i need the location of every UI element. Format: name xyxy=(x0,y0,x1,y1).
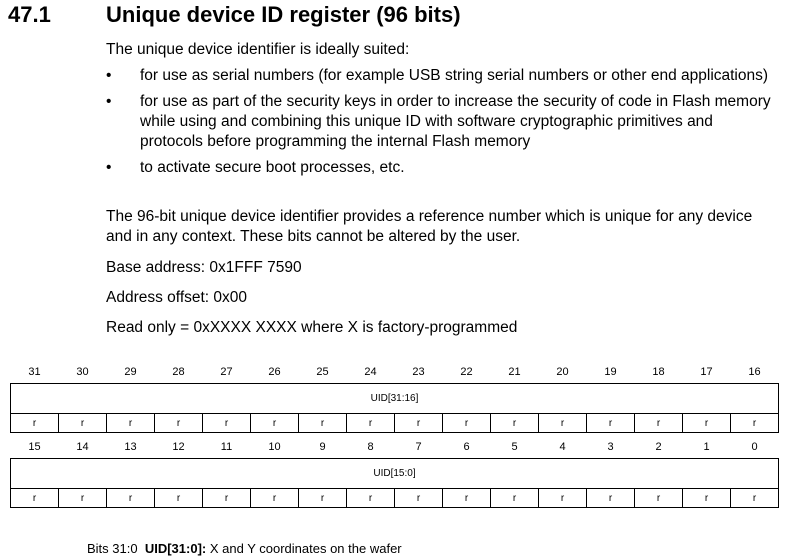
access-cell: r xyxy=(731,414,779,433)
register-lower-table xyxy=(10,436,779,508)
bullet-icon: • xyxy=(106,67,112,84)
access-cell: r xyxy=(683,414,731,433)
field-uid-31-16: UID[31:16] xyxy=(11,384,779,414)
access-cell: r xyxy=(587,489,635,508)
bit-number: 18 xyxy=(652,366,665,378)
access-cell: r xyxy=(491,489,539,508)
intro-text: The unique device identifier is ideally suited: xyxy=(106,41,410,58)
list-item xyxy=(106,66,776,86)
bit-number: 27 xyxy=(220,366,233,378)
description-text: The 96-bit unique device identifier provides a reference number which is unique for any device and in any context. These bits cannot be altered by the user. xyxy=(106,208,753,245)
access-cell: r xyxy=(203,489,251,508)
bit-number: 13 xyxy=(124,441,137,453)
bit-number: 10 xyxy=(268,441,281,453)
access-cell: r xyxy=(107,489,155,508)
bit-number-row xyxy=(11,436,779,459)
bit-number: 0 xyxy=(751,441,758,453)
bit-number: 30 xyxy=(76,366,89,378)
access-cell: r xyxy=(155,414,203,433)
access-cell: r xyxy=(107,414,155,433)
access-cell: r xyxy=(491,414,539,433)
bits-field-text: X and Y coordinates on the wafer xyxy=(209,541,402,556)
access-cell: r xyxy=(443,489,491,508)
bit-number: 17 xyxy=(700,366,713,378)
bit-number: 20 xyxy=(556,366,569,378)
access-cell: r xyxy=(683,489,731,508)
bit-number: 5 xyxy=(511,441,518,453)
bit-number: 11 xyxy=(220,441,233,453)
section-title: Unique device ID register (96 bits) xyxy=(106,2,461,27)
access-cell: r xyxy=(251,489,299,508)
access-cell: r xyxy=(539,489,587,508)
bit-number: 3 xyxy=(607,441,614,453)
access-cell: r xyxy=(299,414,347,433)
bit-number-row xyxy=(11,361,779,384)
bit-number: 14 xyxy=(76,441,89,453)
bit-number: 15 xyxy=(28,441,41,453)
read-only-note: Read only = 0xXXXX XXXX where X is factory-programmed xyxy=(106,319,518,336)
access-row xyxy=(11,489,779,508)
bit-number: 19 xyxy=(604,366,617,378)
access-cell: r xyxy=(251,414,299,433)
field-row xyxy=(11,459,779,489)
list-item-text: to activate secure boot processes, etc. xyxy=(140,159,405,176)
bit-number: 22 xyxy=(460,366,473,378)
access-cell: r xyxy=(299,489,347,508)
bit-number: 31 xyxy=(28,366,41,378)
access-cell: r xyxy=(587,414,635,433)
field-uid-15-0: UID[15:0] xyxy=(11,459,779,489)
bit-number: 26 xyxy=(268,366,281,378)
bits-field-name: UID[31:0]: xyxy=(144,541,207,556)
access-cell: r xyxy=(395,414,443,433)
bullet-icon: • xyxy=(106,93,112,110)
bit-number: 1 xyxy=(703,441,710,453)
list-item-text: for use as part of the security keys in order to increase the security of code in Flash memory while using and combining this unique ID with software cryptographic primitives and protocols before programming the internal Flash memory xyxy=(140,93,771,150)
usage-list xyxy=(106,66,776,184)
access-cell: r xyxy=(347,414,395,433)
address-offset: Address offset: 0x00 xyxy=(106,289,248,306)
field-row xyxy=(11,384,779,414)
access-cell: r xyxy=(731,489,779,508)
access-cell: r xyxy=(11,414,59,433)
bit-number: 25 xyxy=(316,366,329,378)
bit-number: 21 xyxy=(508,366,521,378)
access-cell: r xyxy=(347,489,395,508)
bit-number: 12 xyxy=(172,441,185,453)
access-cell: r xyxy=(155,489,203,508)
bits-range: Bits 31:0 xyxy=(87,541,138,556)
list-item-text: for use as serial numbers (for example USB string serial numbers or other end applications) xyxy=(140,67,769,84)
bit-number: 6 xyxy=(463,441,470,453)
bit-number: 29 xyxy=(124,366,137,378)
bit-number: 4 xyxy=(559,441,566,453)
list-item xyxy=(106,158,776,178)
bit-number: 2 xyxy=(655,441,662,453)
bullet-icon: • xyxy=(106,159,112,176)
access-cell: r xyxy=(59,489,107,508)
section-number: 47.1 xyxy=(8,2,51,27)
bit-number: 8 xyxy=(367,441,374,453)
bit-number: 7 xyxy=(415,441,422,453)
bit-number: 9 xyxy=(319,441,326,453)
access-cell: r xyxy=(539,414,587,433)
access-cell: r xyxy=(59,414,107,433)
list-item xyxy=(106,92,776,152)
access-cell: r xyxy=(635,489,683,508)
bit-number: 24 xyxy=(364,366,377,378)
bit-number: 28 xyxy=(172,366,185,378)
base-address: Base address: 0x1FFF 7590 xyxy=(106,259,302,276)
access-cell: r xyxy=(395,489,443,508)
bits-description xyxy=(87,541,402,556)
access-row xyxy=(11,414,779,433)
access-cell: r xyxy=(443,414,491,433)
access-cell: r xyxy=(635,414,683,433)
bit-number: 23 xyxy=(412,366,425,378)
access-cell: r xyxy=(11,489,59,508)
register-upper-table xyxy=(10,361,779,433)
bit-number: 16 xyxy=(748,366,761,378)
access-cell: r xyxy=(203,414,251,433)
